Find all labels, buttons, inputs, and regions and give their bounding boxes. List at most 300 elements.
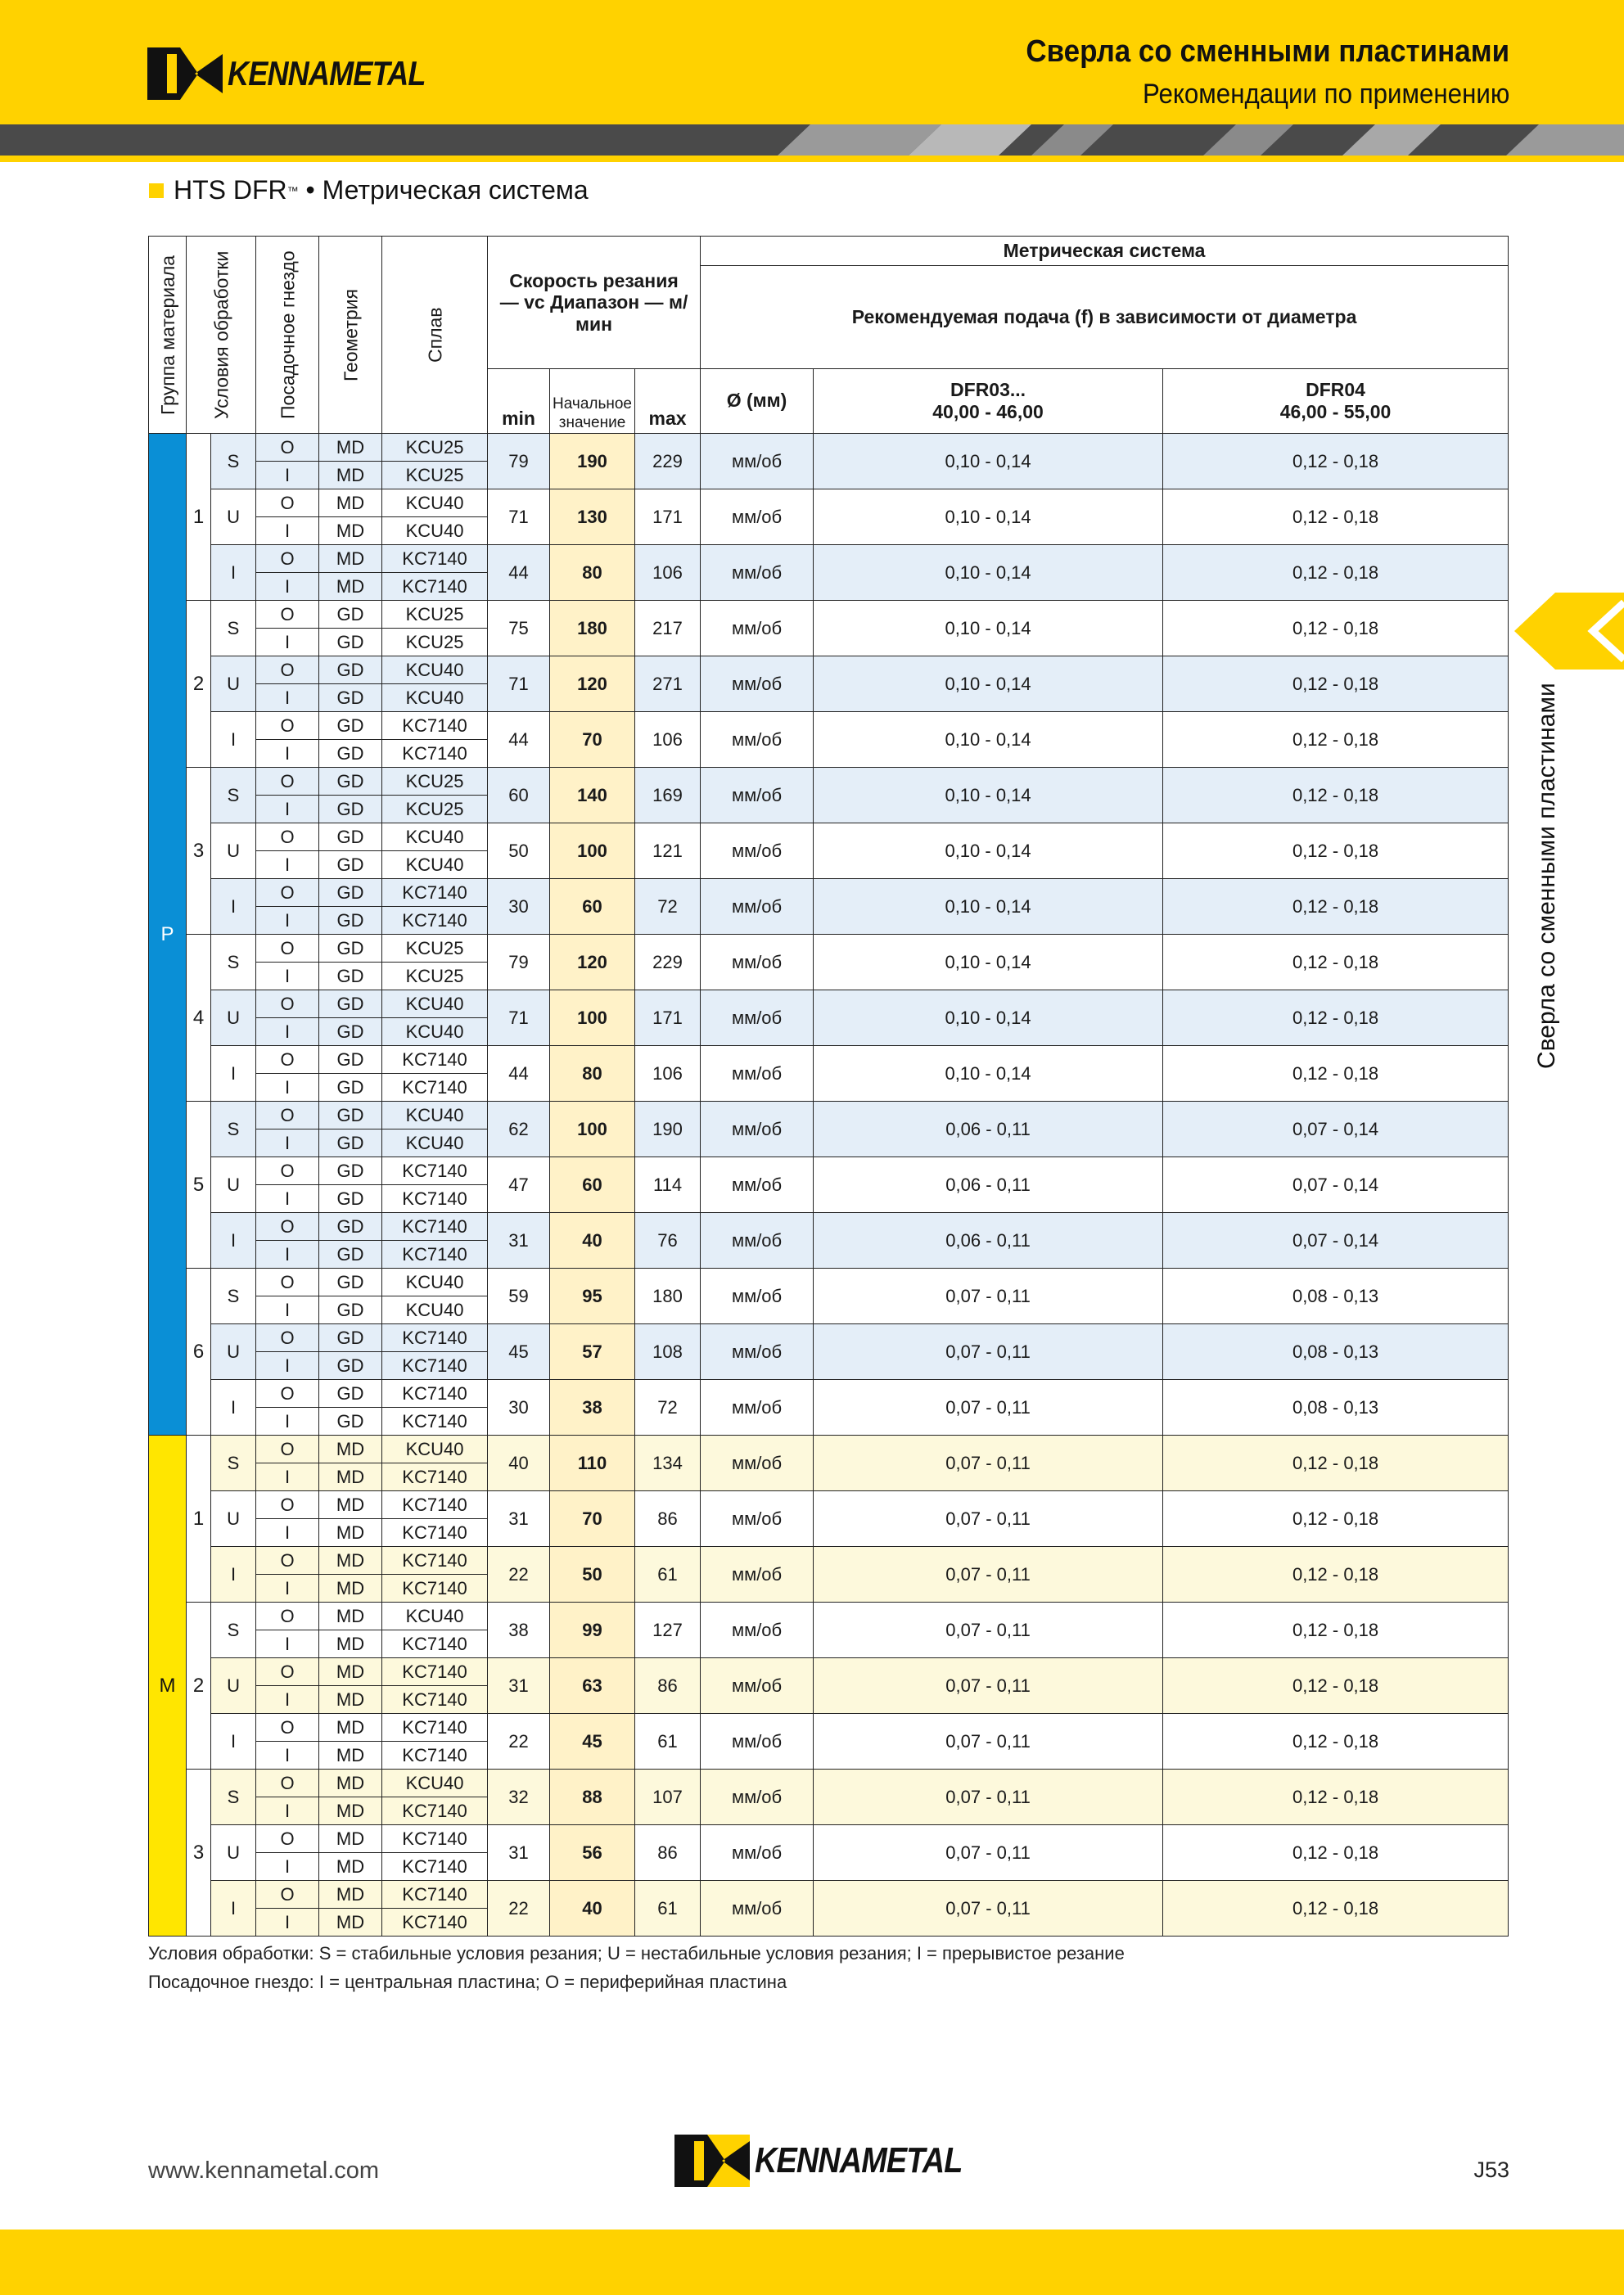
seat-cell: I — [256, 1853, 319, 1881]
feed-dfr04-cell: 0,12 - 0,18 — [1163, 935, 1509, 990]
feed-dfr03-cell: 0,07 - 0,11 — [814, 1881, 1163, 1937]
condition-cell: U — [211, 1157, 256, 1213]
seat-cell: I — [256, 1185, 319, 1213]
geometry-cell: GD — [319, 907, 382, 935]
alloy-cell: KC7140 — [382, 1519, 488, 1547]
footer-logo-wordmark: KENNAMETAL — [755, 2140, 963, 2180]
geometry-cell: GD — [319, 629, 382, 656]
dfr03-range: 40,00 - 46,00 — [932, 401, 1044, 423]
condition-cell: U — [211, 1658, 256, 1714]
geometry-cell: MD — [319, 1742, 382, 1770]
material-group-cell: P — [149, 434, 187, 1436]
seat-cell: O — [256, 1491, 319, 1519]
col-group-header: Группа материала — [149, 237, 187, 434]
seat-cell: I — [256, 851, 319, 879]
material-subgroup-cell: 2 — [187, 1603, 211, 1770]
speed-min-cell: 75 — [488, 601, 550, 656]
table-row — [149, 712, 1509, 740]
side-tab-chevron-icon[interactable] — [1514, 593, 1624, 670]
speed-max-cell: 169 — [635, 768, 701, 823]
footer-k-icon — [674, 2135, 750, 2187]
speed-start-cell: 60 — [550, 1157, 635, 1213]
condition-cell: U — [211, 990, 256, 1046]
material-group-cell: M — [149, 1436, 187, 1937]
material-subgroup-cell: 6 — [187, 1269, 211, 1436]
alloy-cell: KC7140 — [382, 1157, 488, 1185]
alloy-cell: KCU40 — [382, 489, 488, 517]
speed-start-cell: 88 — [550, 1770, 635, 1825]
feed-dfr04-cell: 0,07 - 0,14 — [1163, 1213, 1509, 1269]
speed-start-cell: 40 — [550, 1881, 635, 1937]
feed-dfr03-cell: 0,10 - 0,14 — [814, 935, 1163, 990]
col-start-header: Начальное значение — [550, 369, 635, 434]
alloy-cell: KCU25 — [382, 434, 488, 462]
kennametal-logo[interactable] — [147, 47, 458, 100]
feed-dfr04-cell: 0,08 - 0,13 — [1163, 1269, 1509, 1324]
feed-header: Рекомендуемая подача (f) в зависимости от диаметра — [701, 266, 1509, 369]
alloy-cell: KC7140 — [382, 1185, 488, 1213]
condition-cell: I — [211, 1380, 256, 1436]
feed-dfr04-cell: 0,12 - 0,18 — [1163, 879, 1509, 935]
speed-max-cell: 171 — [635, 990, 701, 1046]
feed-dfr04-cell: 0,12 - 0,18 — [1163, 434, 1509, 489]
material-subgroup-cell: 1 — [187, 1436, 211, 1603]
speed-start-cell: 100 — [550, 1102, 635, 1157]
condition-cell: U — [211, 489, 256, 545]
geometry-cell: GD — [319, 1408, 382, 1436]
condition-cell: I — [211, 1547, 256, 1603]
seat-cell: O — [256, 1269, 319, 1296]
speed-min-cell: 45 — [488, 1324, 550, 1380]
speed-start-cell: 120 — [550, 935, 635, 990]
feed-dfr03-cell: 0,06 - 0,11 — [814, 1102, 1163, 1157]
footer-band — [0, 2230, 1624, 2295]
table-row — [149, 1825, 1509, 1853]
speed-min-cell: 32 — [488, 1770, 550, 1825]
table-row — [149, 545, 1509, 573]
feed-dfr03-cell: 0,10 - 0,14 — [814, 879, 1163, 935]
alloy-cell: KC7140 — [382, 740, 488, 768]
alloy-cell: KC7140 — [382, 1213, 488, 1241]
logo-wordmark: KENNAMETAL — [228, 54, 426, 92]
condition-cell: S — [211, 1102, 256, 1157]
unit-cell: мм/об — [701, 489, 814, 545]
geometry-cell: GD — [319, 684, 382, 712]
feed-dfr04-cell: 0,12 - 0,18 — [1163, 656, 1509, 712]
speed-min-cell: 44 — [488, 1046, 550, 1102]
alloy-cell: KCU40 — [382, 1129, 488, 1157]
table-row — [149, 656, 1509, 684]
feed-dfr03-cell: 0,07 - 0,11 — [814, 1380, 1163, 1436]
alloy-cell: KC7140 — [382, 1881, 488, 1909]
alloy-cell: KC7140 — [382, 1630, 488, 1658]
condition-cell: S — [211, 1770, 256, 1825]
speed-start-cell: 60 — [550, 879, 635, 935]
geometry-cell: GD — [319, 963, 382, 990]
feed-dfr03-cell: 0,10 - 0,14 — [814, 434, 1163, 489]
seat-cell: O — [256, 1714, 319, 1742]
feed-dfr03-cell: 0,10 - 0,14 — [814, 823, 1163, 879]
feed-dfr03-cell: 0,07 - 0,11 — [814, 1603, 1163, 1658]
speed-start-cell: 56 — [550, 1825, 635, 1881]
speed-start-cell: 70 — [550, 712, 635, 768]
header-title: Сверла со сменными пластинами — [1026, 34, 1509, 69]
table-row — [149, 879, 1509, 907]
seat-cell: I — [256, 1742, 319, 1770]
feed-dfr04-cell: 0,12 - 0,18 — [1163, 1603, 1509, 1658]
seat-cell: O — [256, 712, 319, 740]
geometry-cell: MD — [319, 517, 382, 545]
feed-dfr04-cell: 0,12 - 0,18 — [1163, 1491, 1509, 1547]
geometry-cell: MD — [319, 1853, 382, 1881]
table-row — [149, 434, 1509, 462]
feed-dfr04-cell: 0,12 - 0,18 — [1163, 1436, 1509, 1491]
seat-cell: O — [256, 1547, 319, 1575]
alloy-cell: KC7140 — [382, 1797, 488, 1825]
geometry-cell: MD — [319, 1658, 382, 1686]
geometry-cell: GD — [319, 1352, 382, 1380]
unit-cell: мм/об — [701, 1658, 814, 1714]
alloy-cell: KCU40 — [382, 684, 488, 712]
table-row — [149, 1436, 1509, 1463]
feed-dfr04-cell: 0,12 - 0,18 — [1163, 1714, 1509, 1770]
material-subgroup-cell: 2 — [187, 601, 211, 768]
seat-cell: O — [256, 1046, 319, 1074]
footer-url[interactable]: www.kennametal.com — [148, 2157, 380, 2184]
feed-dfr03-cell: 0,07 - 0,11 — [814, 1658, 1163, 1714]
condition-cell: I — [211, 879, 256, 935]
geometry-cell: GD — [319, 796, 382, 823]
material-subgroup-cell: 5 — [187, 1102, 211, 1269]
feed-dfr03-cell: 0,07 - 0,11 — [814, 1714, 1163, 1770]
condition-cell: S — [211, 434, 256, 489]
speed-start-cell: 100 — [550, 823, 635, 879]
col-min-header: min — [488, 369, 550, 434]
geometry-cell: GD — [319, 1296, 382, 1324]
alloy-cell: KCU25 — [382, 462, 488, 489]
alloy-cell: KCU40 — [382, 1436, 488, 1463]
speed-min-cell: 22 — [488, 1714, 550, 1770]
feed-dfr03-cell: 0,10 - 0,14 — [814, 1046, 1163, 1102]
table-row — [149, 1547, 1509, 1575]
seat-cell: O — [256, 1102, 319, 1129]
geometry-cell: GD — [319, 1018, 382, 1046]
seat-cell: I — [256, 1909, 319, 1937]
feed-dfr04-cell: 0,12 - 0,18 — [1163, 1825, 1509, 1881]
speed-min-cell: 60 — [488, 768, 550, 823]
alloy-cell: KC7140 — [382, 1324, 488, 1352]
condition-cell: U — [211, 1825, 256, 1881]
seat-cell: O — [256, 545, 319, 573]
col-cond-header: Условия обработки — [187, 237, 256, 434]
geometry-cell: MD — [319, 1909, 382, 1937]
alloy-cell: KC7140 — [382, 1380, 488, 1408]
seat-cell: O — [256, 434, 319, 462]
seat-cell: I — [256, 1686, 319, 1714]
dfr03-name: DFR03... — [950, 378, 1026, 400]
speed-max-cell: 61 — [635, 1547, 701, 1603]
seat-cell: O — [256, 601, 319, 629]
condition-cell: S — [211, 1436, 256, 1491]
geometry-cell: GD — [319, 879, 382, 907]
speed-max-cell: 190 — [635, 1102, 701, 1157]
alloy-cell: KCU40 — [382, 1269, 488, 1296]
feed-dfr03-cell: 0,07 - 0,11 — [814, 1324, 1163, 1380]
alloy-cell: KC7140 — [382, 1742, 488, 1770]
geometry-cell: GD — [319, 656, 382, 684]
speed-min-cell: 31 — [488, 1491, 550, 1547]
condition-cell: S — [211, 1269, 256, 1324]
speed-min-cell: 22 — [488, 1547, 550, 1603]
geometry-cell: MD — [319, 489, 382, 517]
alloy-cell: KC7140 — [382, 907, 488, 935]
feed-dfr03-cell: 0,10 - 0,14 — [814, 712, 1163, 768]
speed-start-cell: 80 — [550, 545, 635, 601]
alloy-cell: KC7140 — [382, 1686, 488, 1714]
seat-cell: I — [256, 1296, 319, 1324]
alloy-cell: KC7140 — [382, 1491, 488, 1519]
kennametal-k-icon — [147, 47, 223, 100]
geometry-cell: GD — [319, 1241, 382, 1269]
seat-cell: I — [256, 1129, 319, 1157]
col-dfr04-header — [1163, 369, 1509, 434]
geometry-cell: MD — [319, 1436, 382, 1463]
speed-min-cell: 50 — [488, 823, 550, 879]
seat-cell: O — [256, 935, 319, 963]
table-row — [149, 1603, 1509, 1630]
seat-cell: O — [256, 1825, 319, 1853]
speed-min-cell: 59 — [488, 1269, 550, 1324]
speed-max-cell: 171 — [635, 489, 701, 545]
speed-max-cell: 72 — [635, 879, 701, 935]
speed-max-cell: 76 — [635, 1213, 701, 1269]
speed-min-cell: 30 — [488, 879, 550, 935]
speed-max-cell: 106 — [635, 545, 701, 601]
footnote-seat: Посадочное гнездо: I = центральная пластина; O = периферийная пластина — [148, 1972, 787, 1992]
condition-cell: I — [211, 712, 256, 768]
speed-max-cell: 121 — [635, 823, 701, 879]
unit-cell: мм/об — [701, 656, 814, 712]
unit-cell: мм/об — [701, 712, 814, 768]
condition-cell: U — [211, 1324, 256, 1380]
seat-cell: I — [256, 1352, 319, 1380]
table-row — [149, 1491, 1509, 1519]
alloy-cell: KC7140 — [382, 712, 488, 740]
alloy-cell: KC7140 — [382, 1408, 488, 1436]
speed-min-cell: 71 — [488, 990, 550, 1046]
feed-dfr04-cell: 0,12 - 0,18 — [1163, 1770, 1509, 1825]
seat-cell: I — [256, 462, 319, 489]
unit-cell: мм/об — [701, 1102, 814, 1157]
speed-min-cell: 30 — [488, 1380, 550, 1436]
geometry-cell: MD — [319, 434, 382, 462]
col-max-header: max — [635, 369, 701, 434]
condition-cell: S — [211, 768, 256, 823]
table-row — [149, 1770, 1509, 1797]
seat-cell: I — [256, 1463, 319, 1491]
feed-dfr04-cell: 0,07 - 0,14 — [1163, 1102, 1509, 1157]
geometry-cell: GD — [319, 990, 382, 1018]
geometry-cell: GD — [319, 712, 382, 740]
seat-cell: O — [256, 489, 319, 517]
table-row — [149, 1324, 1509, 1352]
feed-dfr03-cell: 0,07 - 0,11 — [814, 1825, 1163, 1881]
table-row — [149, 768, 1509, 796]
geometry-cell: MD — [319, 1770, 382, 1797]
geometry-cell: GD — [319, 601, 382, 629]
bullet-square-icon — [149, 183, 164, 198]
speed-start-cell: 50 — [550, 1547, 635, 1603]
alloy-cell: KC7140 — [382, 1241, 488, 1269]
seat-cell: I — [256, 684, 319, 712]
speed-start-cell: 140 — [550, 768, 635, 823]
unit-cell: мм/об — [701, 823, 814, 879]
speed-max-cell: 86 — [635, 1825, 701, 1881]
speed-max-cell: 107 — [635, 1770, 701, 1825]
side-tab-label: Сверла со сменными пластинами — [1533, 683, 1560, 1069]
seat-cell: O — [256, 823, 319, 851]
feed-dfr04-cell: 0,12 - 0,18 — [1163, 768, 1509, 823]
material-subgroup-cell: 3 — [187, 768, 211, 935]
unit-cell: мм/об — [701, 1380, 814, 1436]
col-seat-header: Посадочное гнездо — [256, 237, 319, 434]
feed-dfr04-cell: 0,12 - 0,18 — [1163, 1547, 1509, 1603]
geometry-cell: MD — [319, 1797, 382, 1825]
alloy-cell: KCU40 — [382, 1603, 488, 1630]
trademark-mark: ™ — [286, 183, 299, 197]
seat-cell: I — [256, 1018, 319, 1046]
seat-cell: O — [256, 1770, 319, 1797]
unit-cell: мм/об — [701, 1157, 814, 1213]
speed-max-cell: 61 — [635, 1881, 701, 1937]
unit-cell: мм/об — [701, 1436, 814, 1491]
alloy-cell: KCU40 — [382, 1018, 488, 1046]
alloy-cell: KC7140 — [382, 1352, 488, 1380]
seat-cell: I — [256, 1797, 319, 1825]
feed-dfr04-cell: 0,12 - 0,18 — [1163, 712, 1509, 768]
speed-start-cell: 80 — [550, 1046, 635, 1102]
unit-cell: мм/об — [701, 601, 814, 656]
col-geom-header: Геометрия — [319, 237, 382, 434]
unit-cell: мм/об — [701, 1491, 814, 1547]
feed-dfr04-cell: 0,12 - 0,18 — [1163, 1881, 1509, 1937]
seat-cell: I — [256, 740, 319, 768]
speed-min-cell: 71 — [488, 489, 550, 545]
speed-max-cell: 127 — [635, 1603, 701, 1658]
feed-dfr03-cell: 0,10 - 0,14 — [814, 545, 1163, 601]
geometry-cell: MD — [319, 1630, 382, 1658]
feed-dfr03-cell: 0,10 - 0,14 — [814, 990, 1163, 1046]
col-dfr03-header — [814, 369, 1163, 434]
geometry-cell: GD — [319, 1213, 382, 1241]
unit-cell: мм/об — [701, 545, 814, 601]
geometry-cell: MD — [319, 1575, 382, 1603]
geometry-cell: GD — [319, 851, 382, 879]
speed-max-cell: 271 — [635, 656, 701, 712]
feed-dfr03-cell: 0,10 - 0,14 — [814, 656, 1163, 712]
section-title — [149, 175, 589, 205]
condition-cell: I — [211, 1881, 256, 1937]
material-subgroup-cell: 1 — [187, 434, 211, 601]
seat-cell: O — [256, 1436, 319, 1463]
seat-cell: O — [256, 879, 319, 907]
speed-start-cell: 95 — [550, 1269, 635, 1324]
table-row — [149, 1269, 1509, 1296]
unit-cell: мм/об — [701, 768, 814, 823]
seat-cell: I — [256, 573, 319, 601]
alloy-cell: KC7140 — [382, 1853, 488, 1881]
dfr04-name: DFR04 — [1306, 378, 1365, 400]
speed-max-cell: 106 — [635, 1046, 701, 1102]
alloy-cell: KC7140 — [382, 545, 488, 573]
table-row — [149, 489, 1509, 517]
geometry-cell: MD — [319, 1519, 382, 1547]
unit-cell: мм/об — [701, 879, 814, 935]
alloy-cell: KC7140 — [382, 1074, 488, 1102]
seat-cell: I — [256, 1575, 319, 1603]
speed-max-cell: 229 — [635, 434, 701, 489]
seat-cell: O — [256, 1380, 319, 1408]
metric-system-header: Метрическая система — [701, 237, 1509, 266]
seat-cell: O — [256, 1881, 319, 1909]
section-title-main: HTS DFR — [174, 175, 287, 205]
speed-start-cell: 100 — [550, 990, 635, 1046]
seat-cell: I — [256, 796, 319, 823]
geometry-cell: MD — [319, 1825, 382, 1853]
seat-cell: O — [256, 1213, 319, 1241]
seat-cell: I — [256, 963, 319, 990]
col-alloy-header: Сплав — [382, 237, 488, 434]
condition-cell: U — [211, 823, 256, 879]
seat-cell: I — [256, 1241, 319, 1269]
speed-min-cell: 31 — [488, 1658, 550, 1714]
unit-cell: мм/об — [701, 1714, 814, 1770]
condition-cell: I — [211, 545, 256, 601]
speed-min-cell: 40 — [488, 1436, 550, 1491]
speed-start-cell: 57 — [550, 1324, 635, 1380]
table-row — [149, 935, 1509, 963]
page-number: J53 — [1473, 2157, 1509, 2182]
feed-dfr03-cell: 0,07 - 0,11 — [814, 1436, 1163, 1491]
unit-cell: мм/об — [701, 434, 814, 489]
condition-cell: U — [211, 1491, 256, 1547]
speed-min-cell: 71 — [488, 656, 550, 712]
speed-start-cell: 70 — [550, 1491, 635, 1547]
alloy-cell: KCU40 — [382, 1102, 488, 1129]
seat-cell: O — [256, 1157, 319, 1185]
feed-dfr03-cell: 0,10 - 0,14 — [814, 768, 1163, 823]
speed-min-cell: 38 — [488, 1603, 550, 1658]
speed-max-cell: 217 — [635, 601, 701, 656]
alloy-cell: KCU40 — [382, 851, 488, 879]
geometry-cell: GD — [319, 1102, 382, 1129]
table-row — [149, 1380, 1509, 1408]
table-row — [149, 1102, 1509, 1129]
table-row — [149, 1046, 1509, 1074]
speed-start-cell: 38 — [550, 1380, 635, 1436]
geometry-cell: GD — [319, 740, 382, 768]
feed-dfr03-cell: 0,07 - 0,11 — [814, 1269, 1163, 1324]
alloy-cell: KC7140 — [382, 1825, 488, 1853]
geometry-cell: GD — [319, 1380, 382, 1408]
condition-cell: S — [211, 601, 256, 656]
seat-cell: O — [256, 1658, 319, 1686]
seat-cell: O — [256, 768, 319, 796]
unit-cell: мм/об — [701, 1213, 814, 1269]
feed-dfr04-cell: 0,12 - 0,18 — [1163, 1046, 1509, 1102]
geometry-cell: GD — [319, 1046, 382, 1074]
speed-max-cell: 229 — [635, 935, 701, 990]
